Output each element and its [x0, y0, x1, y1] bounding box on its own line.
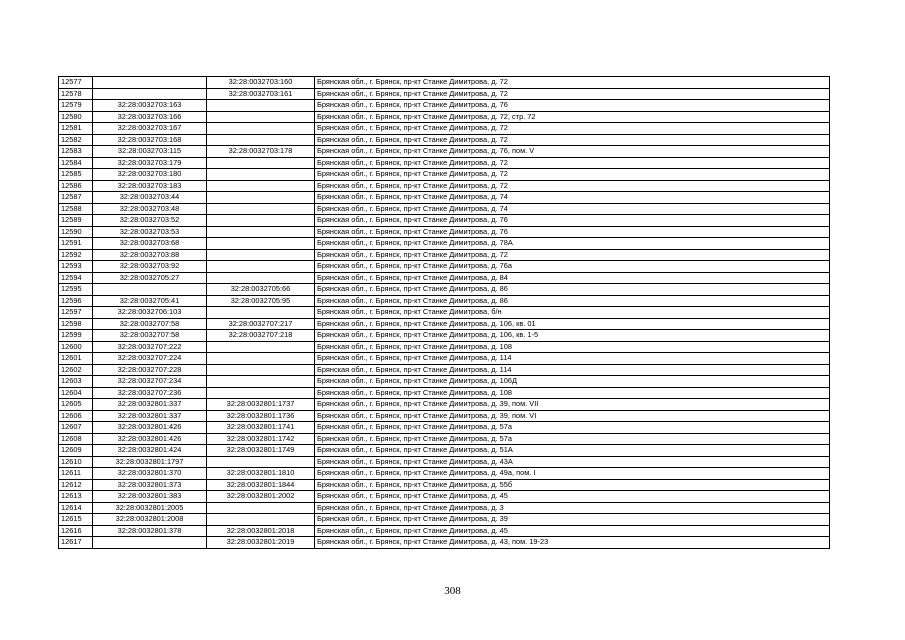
address-cell: Брянская обл., г. Брянск, пр-кт Станке Димитрова, д. 72	[315, 123, 830, 135]
table-row	[59, 169, 830, 181]
object-cadastral-number-cell	[207, 169, 315, 181]
cadastral-number-cell: 32:28:0032703:92	[93, 261, 207, 273]
cadastral-number-cell: 32:28:0032707:234	[93, 376, 207, 388]
table-row	[59, 192, 830, 204]
row-number-cell: 12610	[59, 456, 93, 468]
object-cadastral-number-cell: 32:28:0032703:178	[207, 146, 315, 158]
object-cadastral-number-cell: 32:28:0032801:1742	[207, 433, 315, 445]
cadastral-number-cell: 32:28:0032801:426	[93, 433, 207, 445]
row-number-cell: 12597	[59, 307, 93, 319]
row-number-cell: 12583	[59, 146, 93, 158]
cadastral-number-cell: 32:28:0032801:383	[93, 491, 207, 503]
object-cadastral-number-cell	[207, 272, 315, 284]
object-cadastral-number-cell	[207, 502, 315, 514]
cadastral-number-cell: 32:28:0032703:179	[93, 157, 207, 169]
row-number-cell: 12612	[59, 479, 93, 491]
object-cadastral-number-cell: 32:28:0032801:1736	[207, 410, 315, 422]
cadastral-number-cell: 32:28:0032801:2005	[93, 502, 207, 514]
table-row	[59, 433, 830, 445]
table-row	[59, 226, 830, 238]
table-row	[59, 318, 830, 330]
registry-table-body	[59, 77, 830, 549]
row-number-cell: 12605	[59, 399, 93, 411]
address-cell: Брянская обл., г. Брянск, пр-кт Станке Димитрова, д. 76	[315, 100, 830, 112]
object-cadastral-number-cell: 32:28:0032705:95	[207, 295, 315, 307]
address-cell: Брянская обл., г. Брянск, пр-кт Станке Димитрова, д. 86	[315, 284, 830, 296]
address-cell: Брянская обл., г. Брянск, пр-кт Станке Димитрова, д. 72	[315, 77, 830, 89]
address-cell: Брянская обл., г. Брянск, пр-кт Станке Димитрова, д. 74	[315, 192, 830, 204]
table-row	[59, 376, 830, 388]
cadastral-number-cell: 32:28:0032801:370	[93, 468, 207, 480]
table-row	[59, 525, 830, 537]
address-cell: Брянская обл., г. Брянск, пр-кт Станке Димитрова, д. 43, пом. 19-23	[315, 537, 830, 549]
object-cadastral-number-cell: 32:28:0032801:1844	[207, 479, 315, 491]
cadastral-number-cell: 32:28:0032707:228	[93, 364, 207, 376]
address-cell: Брянская обл., г. Брянск, пр-кт Станке Димитрова, д. 114	[315, 353, 830, 365]
table-row	[59, 123, 830, 135]
table-row	[59, 180, 830, 192]
cadastral-number-cell: 32:28:0032703:68	[93, 238, 207, 250]
row-number-cell: 12601	[59, 353, 93, 365]
table-row	[59, 491, 830, 503]
cadastral-number-cell: 32:28:0032801:424	[93, 445, 207, 457]
row-number-cell: 12607	[59, 422, 93, 434]
address-cell: Брянская обл., г. Брянск, пр-кт Станке Димитрова, д. 55б	[315, 479, 830, 491]
object-cadastral-number-cell: 32:28:0032703:160	[207, 77, 315, 89]
table-row	[59, 157, 830, 169]
object-cadastral-number-cell: 32:28:0032703:161	[207, 88, 315, 100]
address-cell: Брянская обл., г. Брянск, пр-кт Станке Димитрова, д. 43А	[315, 456, 830, 468]
cadastral-number-cell: 32:28:0032707:224	[93, 353, 207, 365]
table-row	[59, 341, 830, 353]
table-row	[59, 479, 830, 491]
address-cell: Брянская обл., г. Брянск, пр-кт Станке Димитрова, д. 39	[315, 514, 830, 526]
cadastral-number-cell	[93, 284, 207, 296]
address-cell: Брянская обл., г. Брянск, пр-кт Станке Димитрова, д. 84	[315, 272, 830, 284]
cadastral-number-cell: 32:28:0032707:58	[93, 330, 207, 342]
table-row	[59, 261, 830, 273]
cadastral-number-cell: 32:28:0032703:115	[93, 146, 207, 158]
cadastral-number-cell: 32:28:0032801:337	[93, 399, 207, 411]
object-cadastral-number-cell	[207, 111, 315, 123]
object-cadastral-number-cell	[207, 376, 315, 388]
table-row	[59, 134, 830, 146]
object-cadastral-number-cell	[207, 215, 315, 227]
row-number-cell: 12578	[59, 88, 93, 100]
table-row	[59, 272, 830, 284]
cadastral-number-cell: 32:28:0032705:27	[93, 272, 207, 284]
object-cadastral-number-cell	[207, 203, 315, 215]
row-number-cell: 12588	[59, 203, 93, 215]
object-cadastral-number-cell	[207, 307, 315, 319]
table-row	[59, 203, 830, 215]
row-number-cell: 12598	[59, 318, 93, 330]
object-cadastral-number-cell	[207, 456, 315, 468]
row-number-cell: 12602	[59, 364, 93, 376]
cadastral-number-cell	[93, 77, 207, 89]
table-row	[59, 295, 830, 307]
table-row	[59, 445, 830, 457]
cadastral-number-cell: 32:28:0032703:88	[93, 249, 207, 261]
row-number-cell: 12606	[59, 410, 93, 422]
table-row	[59, 502, 830, 514]
address-cell: Брянская обл., г. Брянск, пр-кт Станке Димитрова, б/н	[315, 307, 830, 319]
row-number-cell: 12609	[59, 445, 93, 457]
table-row	[59, 422, 830, 434]
row-number-cell: 12586	[59, 180, 93, 192]
object-cadastral-number-cell	[207, 387, 315, 399]
cadastral-number-cell: 32:28:0032703:44	[93, 192, 207, 204]
table-row	[59, 514, 830, 526]
address-cell: Брянская обл., г. Брянск, пр-кт Станке Димитрова, д. 72	[315, 157, 830, 169]
row-number-cell: 12585	[59, 169, 93, 181]
address-cell: Брянская обл., г. Брянск, пр-кт Станке Димитрова, д. 78А	[315, 238, 830, 250]
address-cell: Брянская обл., г. Брянск, пр-кт Станке Димитрова, д. 72	[315, 249, 830, 261]
address-cell: Брянская обл., г. Брянск, пр-кт Станке Димитрова, д. 39, пом. VII	[315, 399, 830, 411]
row-number-cell: 12594	[59, 272, 93, 284]
table-row	[59, 537, 830, 549]
object-cadastral-number-cell: 32:28:0032705:66	[207, 284, 315, 296]
cadastral-number-cell: 32:28:0032703:52	[93, 215, 207, 227]
registry-table	[58, 76, 830, 549]
row-number-cell: 12608	[59, 433, 93, 445]
address-cell: Брянская обл., г. Брянск, пр-кт Станке Димитрова, д. 72	[315, 169, 830, 181]
address-cell: Брянская обл., г. Брянск, пр-кт Станке Димитрова, д. 74	[315, 203, 830, 215]
row-number-cell: 12600	[59, 341, 93, 353]
object-cadastral-number-cell	[207, 364, 315, 376]
table-row	[59, 330, 830, 342]
row-number-cell: 12613	[59, 491, 93, 503]
row-number-cell: 12589	[59, 215, 93, 227]
address-cell: Брянская обл., г. Брянск, пр-кт Станке Димитрова, д. 106, кв. 01	[315, 318, 830, 330]
table-row	[59, 249, 830, 261]
address-cell: Брянская обл., г. Брянск, пр-кт Станке Димитрова, д. 108	[315, 387, 830, 399]
table-row	[59, 100, 830, 112]
cadastral-number-cell: 32:28:0032703:53	[93, 226, 207, 238]
object-cadastral-number-cell	[207, 192, 315, 204]
address-cell: Брянская обл., г. Брянск, пр-кт Станке Димитрова, д. 3	[315, 502, 830, 514]
table-row	[59, 284, 830, 296]
address-cell: Брянская обл., г. Брянск, пр-кт Станке Димитрова, д. 72	[315, 88, 830, 100]
address-cell: Брянская обл., г. Брянск, пр-кт Станке Димитрова, д. 39, пом. VI	[315, 410, 830, 422]
table-row	[59, 364, 830, 376]
row-number-cell: 12603	[59, 376, 93, 388]
object-cadastral-number-cell	[207, 341, 315, 353]
table-row	[59, 399, 830, 411]
row-number-cell: 12582	[59, 134, 93, 146]
object-cadastral-number-cell	[207, 180, 315, 192]
row-number-cell: 12595	[59, 284, 93, 296]
table-row	[59, 387, 830, 399]
row-number-cell: 12591	[59, 238, 93, 250]
cadastral-number-cell: 32:28:0032703:168	[93, 134, 207, 146]
cadastral-number-cell: 32:28:0032703:48	[93, 203, 207, 215]
object-cadastral-number-cell	[207, 261, 315, 273]
cadastral-number-cell: 32:28:0032801:337	[93, 410, 207, 422]
cadastral-number-cell: 32:28:0032801:426	[93, 422, 207, 434]
row-number-cell: 12592	[59, 249, 93, 261]
object-cadastral-number-cell	[207, 100, 315, 112]
row-number-cell: 12593	[59, 261, 93, 273]
cadastral-number-cell: 32:28:0032801:2008	[93, 514, 207, 526]
address-cell: Брянская обл., г. Брянск, пр-кт Станке Димитрова, д. 57а	[315, 433, 830, 445]
row-number-cell: 12581	[59, 123, 93, 135]
cadastral-number-cell: 32:28:0032707:222	[93, 341, 207, 353]
cadastral-number-cell: 32:28:0032705:41	[93, 295, 207, 307]
address-cell: Брянская обл., г. Брянск, пр-кт Станке Димитрова, д. 76	[315, 215, 830, 227]
row-number-cell: 12596	[59, 295, 93, 307]
table-row	[59, 353, 830, 365]
object-cadastral-number-cell	[207, 353, 315, 365]
address-cell: Брянская обл., г. Брянск, пр-кт Станке Димитрова, д. 86	[315, 295, 830, 307]
cadastral-number-cell: 32:28:0032703:183	[93, 180, 207, 192]
table-row	[59, 77, 830, 89]
row-number-cell: 12577	[59, 77, 93, 89]
object-cadastral-number-cell: 32:28:0032801:1749	[207, 445, 315, 457]
object-cadastral-number-cell: 32:28:0032801:2018	[207, 525, 315, 537]
cadastral-number-cell: 32:28:0032703:163	[93, 100, 207, 112]
table-row	[59, 307, 830, 319]
address-cell: Брянская обл., г. Брянск, пр-кт Станке Димитрова, д. 49а, пом. I	[315, 468, 830, 480]
object-cadastral-number-cell: 32:28:0032801:1810	[207, 468, 315, 480]
table-row	[59, 410, 830, 422]
table-row	[59, 238, 830, 250]
address-cell: Брянская обл., г. Брянск, пр-кт Станке Димитрова, д. 106, кв. 1-5	[315, 330, 830, 342]
row-number-cell: 12616	[59, 525, 93, 537]
object-cadastral-number-cell	[207, 157, 315, 169]
row-number-cell: 12615	[59, 514, 93, 526]
cadastral-number-cell	[93, 537, 207, 549]
table-row	[59, 111, 830, 123]
cadastral-number-cell: 32:28:0032706:103	[93, 307, 207, 319]
object-cadastral-number-cell: 32:28:0032801:1741	[207, 422, 315, 434]
cadastral-number-cell: 32:28:0032801:1797	[93, 456, 207, 468]
cadastral-number-cell: 32:28:0032801:378	[93, 525, 207, 537]
cadastral-number-cell: 32:28:0032703:166	[93, 111, 207, 123]
address-cell: Брянская обл., г. Брянск, пр-кт Станке Димитрова, д. 106Д	[315, 376, 830, 388]
table-row	[59, 456, 830, 468]
row-number-cell: 12604	[59, 387, 93, 399]
address-cell: Брянская обл., г. Брянск, пр-кт Станке Димитрова, д. 76а	[315, 261, 830, 273]
table-row	[59, 146, 830, 158]
row-number-cell: 12611	[59, 468, 93, 480]
address-cell: Брянская обл., г. Брянск, пр-кт Станке Димитрова, д. 108	[315, 341, 830, 353]
object-cadastral-number-cell: 32:28:0032801:1737	[207, 399, 315, 411]
table-row	[59, 468, 830, 480]
object-cadastral-number-cell	[207, 123, 315, 135]
address-cell: Брянская обл., г. Брянск, пр-кт Станке Димитрова, д. 72, стр. 72	[315, 111, 830, 123]
row-number-cell: 12580	[59, 111, 93, 123]
row-number-cell: 12590	[59, 226, 93, 238]
cadastral-number-cell	[93, 88, 207, 100]
object-cadastral-number-cell	[207, 249, 315, 261]
object-cadastral-number-cell: 32:28:0032707:218	[207, 330, 315, 342]
address-cell: Брянская обл., г. Брянск, пр-кт Станке Димитрова, д. 45	[315, 491, 830, 503]
object-cadastral-number-cell	[207, 238, 315, 250]
row-number-cell: 12617	[59, 537, 93, 549]
row-number-cell: 12587	[59, 192, 93, 204]
address-cell: Брянская обл., г. Брянск, пр-кт Станке Димитрова, д. 57а	[315, 422, 830, 434]
object-cadastral-number-cell	[207, 226, 315, 238]
cadastral-number-cell: 32:28:0032703:167	[93, 123, 207, 135]
address-cell: Брянская обл., г. Брянск, пр-кт Станке Димитрова, д. 114	[315, 364, 830, 376]
object-cadastral-number-cell: 32:28:0032707:217	[207, 318, 315, 330]
row-number-cell: 12614	[59, 502, 93, 514]
address-cell: Брянская обл., г. Брянск, пр-кт Станке Димитрова, д. 76, пом. V	[315, 146, 830, 158]
cadastral-number-cell: 32:28:0032707:58	[93, 318, 207, 330]
object-cadastral-number-cell: 32:28:0032801:2002	[207, 491, 315, 503]
object-cadastral-number-cell: 32:28:0032801:2019	[207, 537, 315, 549]
object-cadastral-number-cell	[207, 514, 315, 526]
table-row	[59, 88, 830, 100]
address-cell: Брянская обл., г. Брянск, пр-кт Станке Димитрова, д. 76	[315, 226, 830, 238]
cadastral-number-cell: 32:28:0032801:373	[93, 479, 207, 491]
cadastral-number-cell: 32:28:0032703:180	[93, 169, 207, 181]
row-number-cell: 12579	[59, 100, 93, 112]
row-number-cell: 12599	[59, 330, 93, 342]
address-cell: Брянская обл., г. Брянск, пр-кт Станке Димитрова, д. 72	[315, 180, 830, 192]
page-number: 308	[444, 585, 461, 597]
address-cell: Брянская обл., г. Брянск, пр-кт Станке Димитрова, д. 72	[315, 134, 830, 146]
address-cell: Брянская обл., г. Брянск, пр-кт Станке Димитрова, д. 45	[315, 525, 830, 537]
row-number-cell: 12584	[59, 157, 93, 169]
object-cadastral-number-cell	[207, 134, 315, 146]
address-cell: Брянская обл., г. Брянск, пр-кт Станке Димитрова, д. 51А	[315, 445, 830, 457]
cadastral-number-cell: 32:28:0032707:236	[93, 387, 207, 399]
table-row	[59, 215, 830, 227]
